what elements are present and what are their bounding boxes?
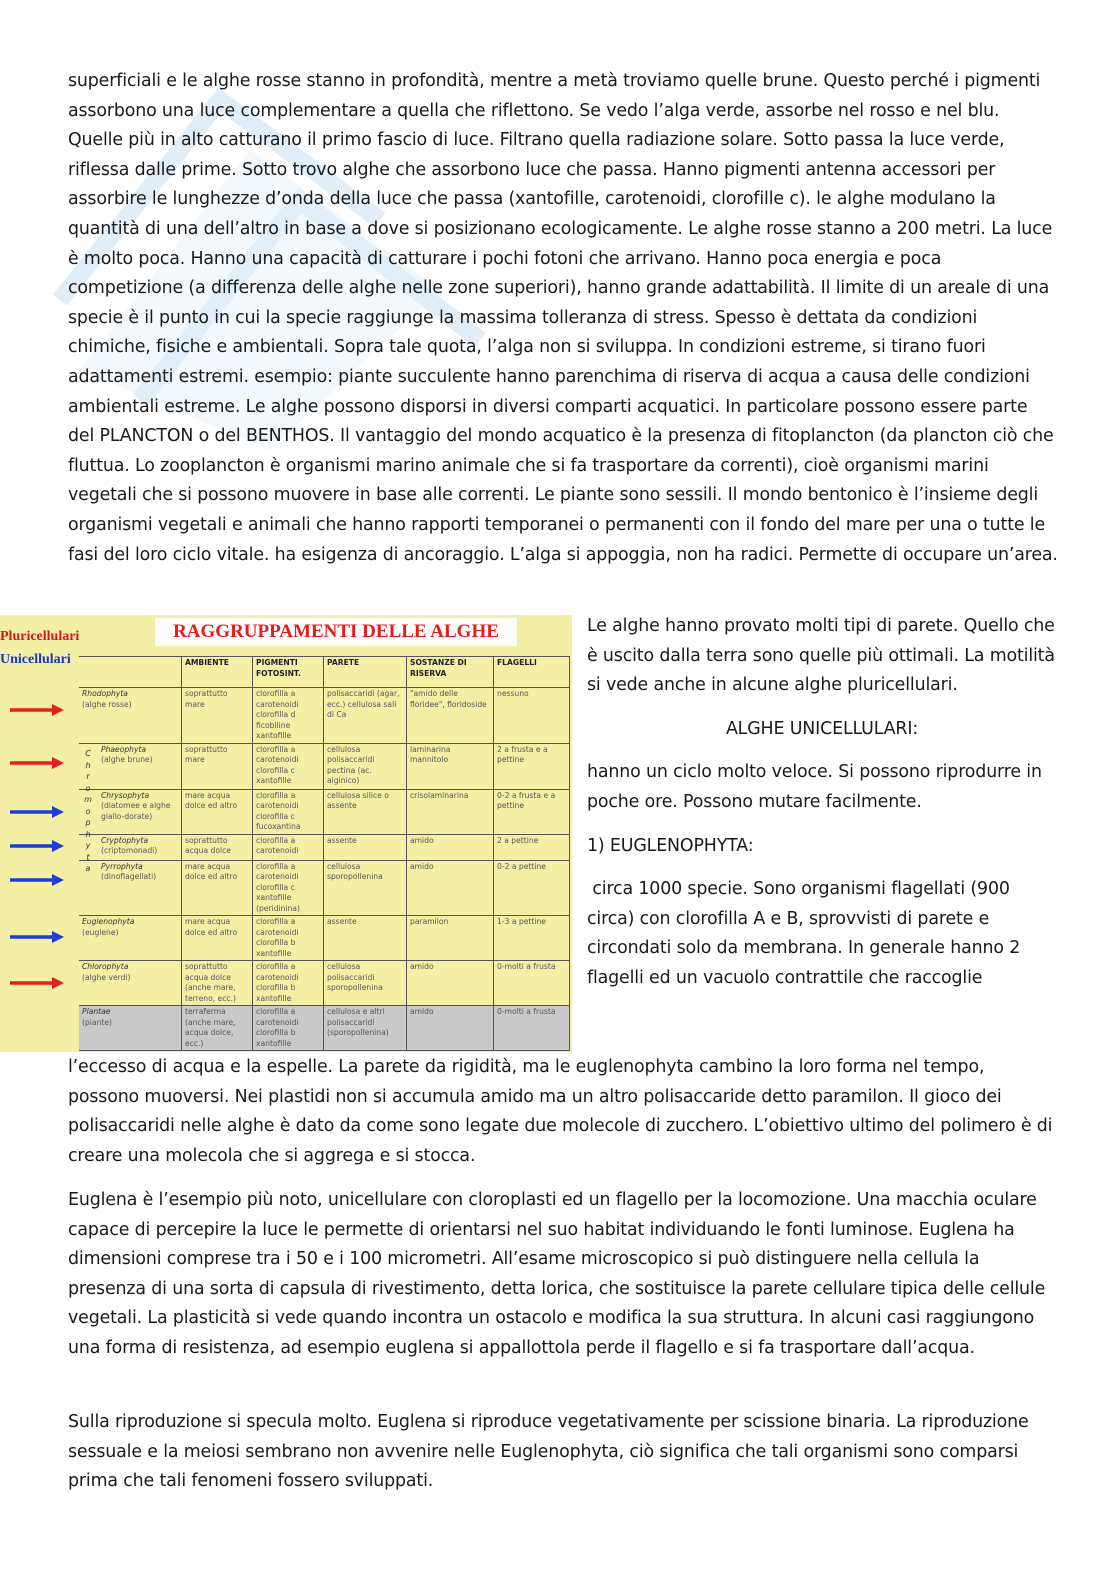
table-cell: soprattutto acqua dolce [182, 834, 253, 860]
section-heading: ALGHE UNICELLULARI: [725, 718, 919, 739]
group-name: Rhodophyta [82, 689, 128, 698]
side-column [587, 612, 1057, 1008]
red-arrow-icon [10, 704, 64, 716]
body-paragraph-4: Sulla riproduzione si specula molto. Euglena si riproduce vegetativamente per scissione binaria. La riproduzione sessuale e la meiosi sembrano non avvenire nelle Euglenophyta, ciò significa che tali organismi sono comparsi prima che tali fenomeni fossero sviluppati. [68, 1412, 1029, 1492]
group-common: (dinoflagellati) [101, 872, 157, 881]
chromophyta-letter: p [85, 818, 91, 827]
table-cell: cellulosa e altri polisaccaridi (sporopollenina) [324, 1006, 407, 1051]
group-common: (alghe verdi) [82, 972, 131, 982]
group-common: (alghe rosse) [82, 699, 132, 709]
blue-arrow-icon [10, 874, 64, 886]
table-cell: mare acqua dolce ed altro [182, 789, 253, 834]
table-cell: clorofilla a carotenoidi clorofilla b xantofille [253, 1006, 324, 1051]
figure-title: RAGGRUPPAMENTI DELLE ALGHE [155, 618, 517, 646]
group-common: (euglene) [82, 927, 119, 937]
table-cell: 0-2 a pettine [494, 860, 570, 916]
table-cell: polisaccaridi (agar, ecc.) cellulosa sali di Ca [324, 688, 407, 744]
table-header [79, 657, 182, 688]
blue-arrow-icon [10, 840, 64, 852]
blue-arrow-icon [10, 806, 64, 818]
side-paragraph-1: Le alghe hanno provato molti tipi di parete. Quello che è uscito dalla terra sono quelle più ottimali. La motilità si vede anche in alcune alghe pluricellulari. [587, 616, 1055, 696]
section-title-euglenophyta: 1) EUGLENOPHYTA: [587, 835, 754, 856]
label-pluricellulari: Pluricellulari [0, 629, 80, 644]
group-name: Chlorophyta [82, 962, 129, 971]
table-row [79, 743, 570, 789]
table-cell: cellulosa polisaccaridi pectina (ac. alginico) [324, 743, 407, 789]
table-row [79, 1006, 570, 1051]
table-cell: cellulosa silice o assente [324, 789, 407, 834]
table-row [79, 834, 570, 860]
table-cell: amido [407, 834, 494, 860]
chromophyta-letter: C [85, 749, 91, 758]
table-header: PIGMENTI FOTOSINT. [253, 657, 324, 688]
chromophyta-vertical-label [84, 748, 92, 875]
table-cell: clorofilla a carotenoidi clorofilla b xantofille [253, 916, 324, 961]
chromophyta-letter: y [85, 841, 91, 850]
table-header-row [79, 657, 570, 688]
group-common: (piante) [82, 1017, 112, 1027]
table-cell: mare acqua dolce ed altro [182, 860, 253, 916]
group-name: Pyrrophyta [101, 861, 143, 871]
table-cell: clorofilla a carotenoidi clorofilla c xantofille [253, 743, 324, 789]
chromophyta-letter: r [86, 772, 90, 781]
table-cell: clorofilla a carotenoidi clorofilla d ficobiline xantofille [253, 688, 324, 744]
label-unicellulari: Unicellulari [0, 652, 71, 667]
table-cell: terraferma (anche mare, acqua dolce, ecc.) [182, 1006, 253, 1051]
table-cell: clorofilla a carotenoidi clorofilla c xantofille (peridinina) [253, 860, 324, 916]
table-cell: 1-3 a pettine [494, 916, 570, 961]
table-cell: crisolaminarina [407, 789, 494, 834]
table-cell: clorofilla a carotenoidi clorofilla b xantofille [253, 961, 324, 1006]
table-row [79, 860, 570, 916]
body-paragraph-1: superficiali e le alghe rosse stanno in profondità, mentre a metà troviamo quelle brune. Questo perché i pigmenti assorbono una luce complementare a quella che riflettono. Se vedo l’alga verde, assorbe nel rosso e nel blu. Quelle più in alto catturano il primo fascio di luce. Filtrano quella radiazione solare. Sotto passa la luce verde, riflessa dalle prime. Sotto trovo alghe che assorbono luce che passa. Hanno pigmenti antenna accessori per assorbire le lunghezze d’onda della luce che passa (xantofille, carotenoidi, clorofille c). le alghe modulano la quantità di una dell’altro in base a dove si posizionano ecologicamente. Le alghe rosse stanno a 200 metri. La luce è molto poca. Hanno una capacità di catturare i pochi fotoni che arrivano. Hanno poca energia e poca competizione (a differenza delle alghe nelle zone superiori), hanno grande adattabilità. Il limite di un areale di una specie è il punto in cui la specie raggiunge la massima tolleranza di stress. Spesso è dettata da condizioni chimiche, fisiche e ambientali. Sopra tale quota, l’alga non si sviluppa. In condizioni estreme, si tirano fuori adattamenti estremi. esempio: piante succulente hanno parenchima di riserva di acqua a causa delle condizioni ambientali estreme. Le alghe possono disporsi in diversi comparti acquatici. In particolare possono essere parte del PLANCTON o del BENTHOS. Il vantaggio del mondo acquatico è la presenza di fitoplancton (da plancton ciò che fluttua. Lo zooplancton è organismi marino animale che si fa trasportare da correnti), cioè organismi marini vegetali che si possono muovere in base alle correnti. Le piante sono sessili. Il mondo bentonico è l’insieme degli organismi vegetali e animali che hanno rapporti temporanei o permanenti con il fondo del mare per una o tutte le fasi del loro ciclo vitale. ha esigenza di ancoraggio. L’alga si appoggia, non ha radici. Permette di occupare un’area. [68, 71, 1058, 565]
table-header: PARETE [324, 657, 407, 688]
side-paragraph-3: circa 1000 specie. Sono organismi flagellati (900 circa) con clorofilla A e B, sprovvisti di parete e circondati solo da membrana. In generale hanno 2 flagelli ed un vacuolo contrattile che raccoglie [587, 879, 1026, 988]
table-cell: amido [407, 860, 494, 916]
table-cell: 0-molti a frusta [494, 961, 570, 1006]
table-header: SOSTANZE DI RISERVA [407, 657, 494, 688]
table-cell: nessuno [494, 688, 570, 744]
group-name: Cryptophyta [101, 835, 149, 845]
algae-groups-figure [0, 615, 572, 1052]
table-cell: cellulosa sporopollenina [324, 860, 407, 916]
group-name: Phaeophyta [101, 744, 147, 754]
table-header: FLAGELLI [494, 657, 570, 688]
chromophyta-letter: a [85, 864, 91, 873]
table-cell: clorofilla a carotenoidi clorofilla c fucoxantina [253, 789, 324, 834]
chromophyta-letter: m [84, 795, 92, 804]
red-arrow-icon [10, 757, 64, 769]
table-cell: soprattutto mare [182, 743, 253, 789]
body-paragraph-3: Euglena è l’esempio più noto, unicellulare con cloroplasti ed un flagello per la locomozione. Una macchia oculare capace di percepire la luce le permette di orientarsi nel suo habitat individuando le fonti luminose. Euglena ha dimensioni comprese tra i 50 e i 100 micrometri. All’esame microscopico si può distinguere nella cellula la presenza di una sorta di capsula di rivestimento, detta lorica, che sostituisce la parete cellulare tipica delle cellule vegetali. La plasticità si vede quando incontra un ostacolo e modifica la sua struttura. In alcuni casi raggiungono una forma di resistenza, ad esempio euglena si appallottola perde il flagello e si fa trasportare dall’acqua. [68, 1190, 1046, 1358]
table-cell: mare acqua dolce ed altro [182, 916, 253, 961]
table-cell: "amido delle floridee", floridoside [407, 688, 494, 744]
chromophyta-letter: h [85, 829, 91, 839]
table-cell: amido [407, 1006, 494, 1051]
table-row [79, 961, 570, 1006]
chromophyta-letter: o [85, 783, 91, 793]
group-common: (diatomee e alghe giallo-dorate) [101, 801, 171, 821]
arrow-column [0, 615, 80, 1052]
red-arrow-icon [10, 977, 64, 989]
blue-arrow-icon [10, 931, 64, 943]
algae-table [79, 656, 570, 1051]
table-cell: 0-molti a frusta [494, 1006, 570, 1051]
group-name: Euglenophyta [82, 917, 135, 926]
table-cell: soprattutto mare [182, 688, 253, 744]
table-row [79, 916, 570, 961]
table-cell: assente [324, 834, 407, 860]
table-row [79, 688, 570, 744]
table-row [79, 789, 570, 834]
table-cell: clorofilla a carotenoidi [253, 834, 324, 860]
table-cell: laminarina mannitolo [407, 743, 494, 789]
table-header: AMBIENTE [182, 657, 253, 688]
table-cell: soprattutto acqua dolce (anche mare, terreno, ecc.) [182, 961, 253, 1006]
side-paragraph-2: hanno un ciclo molto veloce. Si possono riprodurre in poche ore. Possono mutare facilmente. [587, 762, 1042, 812]
chromophyta-letter: h [85, 760, 91, 770]
table-cell: assente [324, 916, 407, 961]
table-cell: 2 a pettine [494, 834, 570, 860]
group-common: (alghe brune) [101, 755, 153, 764]
chromophyta-letter: t [86, 852, 90, 862]
table-cell: amido [407, 961, 494, 1006]
table-cell: 2 a frusta e a pettine [494, 743, 570, 789]
group-name: Plantae [82, 1007, 111, 1016]
group-common: (criptomonadi) [101, 846, 158, 855]
group-name: Chrysophyta [101, 790, 150, 800]
table-cell: cellulosa polisaccaridi sporopollenina [324, 961, 407, 1006]
chromophyta-letter: o [85, 806, 91, 816]
body-paragraph-2: l’eccesso di acqua e la espelle. La parete da rigidità, ma le euglenophyta cambino la loro forma nel tempo, possono muoversi. Nei plastidi non si accumula amido ma un altro polisaccaride detto paramilon. Il gioco dei polisaccaridi nelle alghe è dato da come sono legate due molecole di zucchero. L’obiettivo ultimo del polimero è di creare una molecola che si aggrega e si stocca. [68, 1057, 1053, 1166]
table-cell: paramilon [407, 916, 494, 961]
table-cell: 0-2 a frusta e a pettine [494, 789, 570, 834]
